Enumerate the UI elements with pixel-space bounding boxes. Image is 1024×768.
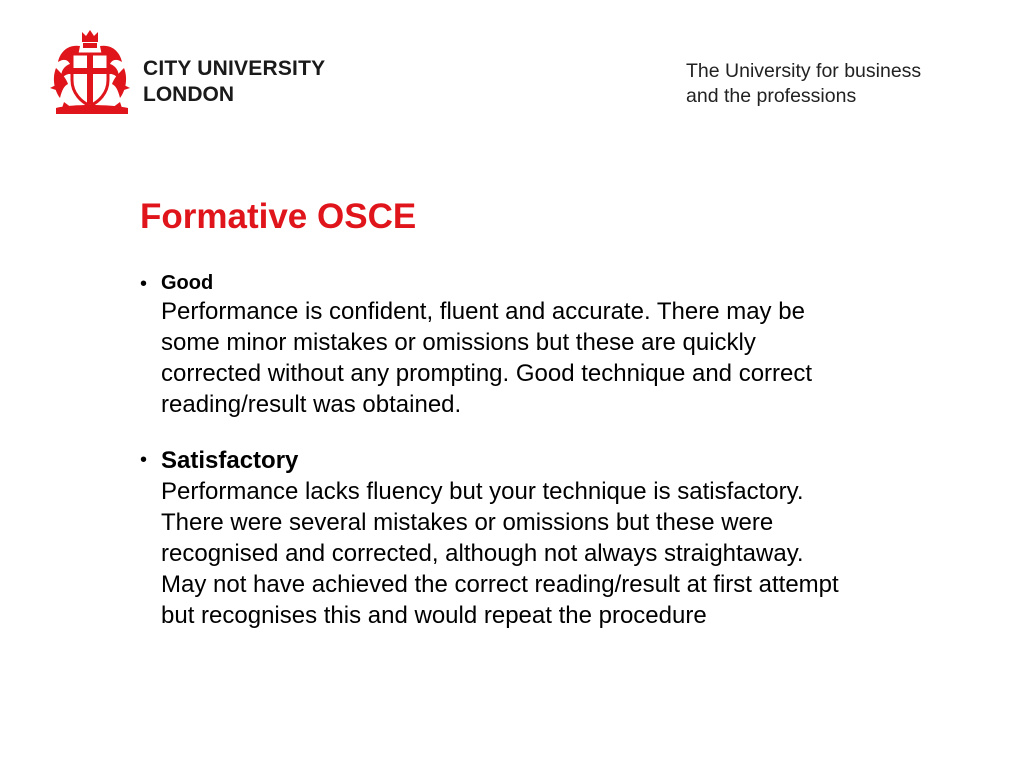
description-line: some minor mistakes or omissions but these are quickly: [161, 329, 756, 356]
description-line: There were several mistakes or omissions but these were: [161, 509, 774, 536]
description-line: Performance is confident, fluent and accurate. There may be: [161, 298, 805, 325]
criteria-heading-good: Good: [161, 272, 214, 294]
criteria-item-good: [140, 270, 1000, 420]
description-line: recognised and corrected, although not always straightaway.: [161, 540, 804, 567]
bullet: •: [140, 449, 148, 471]
criteria-item-satisfactory: [140, 446, 1000, 631]
slide-title: Formative OSCE: [140, 197, 417, 236]
criteria-description-good: [161, 296, 1000, 420]
criteria-description-satisfactory: [161, 476, 1000, 631]
tagline-line-1: The University for business: [686, 60, 922, 82]
city-university-crest-icon: [50, 28, 134, 116]
description-line: reading/result was obtained.: [161, 391, 462, 418]
brand-line-1: CITY UNIVERSITY: [143, 57, 326, 80]
crest-graphic: [50, 28, 134, 116]
description-line: corrected without any prompting. Good technique and correct: [161, 360, 813, 387]
description-line: May not have achieved the correct reading/result at first attempt: [161, 571, 839, 598]
bullet: •: [140, 273, 148, 295]
description-line: but recognises this and would repeat the procedure: [161, 602, 707, 629]
criteria-list: [140, 270, 1000, 631]
tagline-line-2: and the professions: [686, 85, 857, 107]
brand-name: [143, 58, 325, 105]
brand-line-2: LONDON: [143, 83, 234, 106]
criteria-heading-satisfactory: Satisfactory: [161, 447, 299, 474]
description-line: Performance lacks fluency but your technique is satisfactory.: [161, 478, 804, 505]
tagline: [686, 59, 921, 109]
